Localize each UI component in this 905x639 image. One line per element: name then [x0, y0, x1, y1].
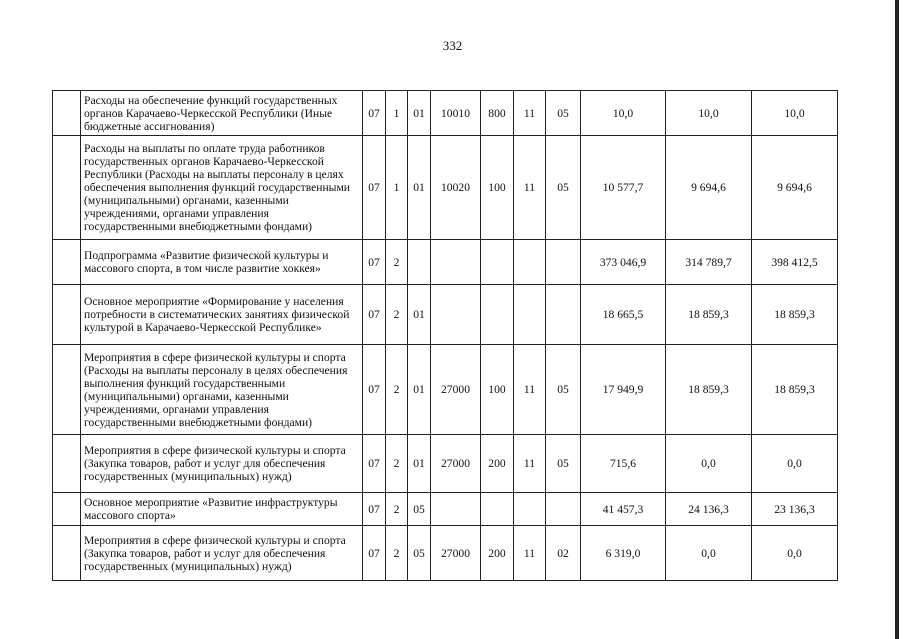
code-chapter: 11 [514, 526, 546, 581]
amount-col-1: 10,0 [581, 91, 666, 136]
amount-col-3: 0,0 [752, 435, 838, 493]
code-subprogram-event: 01 [408, 136, 431, 240]
code-direction [431, 240, 481, 285]
scan-edge-shadow [895, 0, 899, 639]
code-subprogram-event: 01 [408, 285, 431, 345]
code-section: 07 [363, 345, 386, 435]
amount-col-2: 10,0 [666, 91, 752, 136]
row-name-cell: Мероприятия в сфере физической культуры и спорта (Расходы на выплаты персоналу в целях обеспечения выполнения функций государственными (муниципальными) органами, казенными учреждениями, органами управления государственными внебюджетными фондами) [81, 345, 363, 435]
table-row [53, 240, 838, 285]
code-subprogram-event: 01 [408, 345, 431, 435]
code-direction: 27000 [431, 526, 481, 581]
code-subsection: 05 [546, 435, 581, 493]
code-subsection: 05 [546, 91, 581, 136]
row-index-cell [53, 91, 81, 136]
amount-col-1: 373 046,9 [581, 240, 666, 285]
code-subprogram-event: 05 [408, 526, 431, 581]
amount-col-3: 23 136,3 [752, 493, 838, 526]
table-row [53, 91, 838, 136]
code-subsection: 02 [546, 526, 581, 581]
amount-col-1: 6 319,0 [581, 526, 666, 581]
code-subsection: 05 [546, 345, 581, 435]
row-index-cell [53, 345, 81, 435]
amount-col-3: 0,0 [752, 526, 838, 581]
amount-col-1: 715,6 [581, 435, 666, 493]
code-subprogram-event [408, 240, 431, 285]
code-program: 2 [386, 526, 408, 581]
code-subsection [546, 240, 581, 285]
table-row [53, 136, 838, 240]
amount-col-3: 9 694,6 [752, 136, 838, 240]
row-index-cell [53, 136, 81, 240]
code-section: 07 [363, 240, 386, 285]
budget-table [52, 90, 838, 581]
row-index-cell [53, 435, 81, 493]
row-name-cell: Основное мероприятие «Развитие инфраструктуры массового спорта» [81, 493, 363, 526]
amount-col-1: 41 457,3 [581, 493, 666, 526]
code-program: 2 [386, 435, 408, 493]
amount-col-2: 314 789,7 [666, 240, 752, 285]
code-chapter [514, 285, 546, 345]
code-expense-type: 100 [481, 136, 514, 240]
code-expense-type: 100 [481, 345, 514, 435]
code-subsection [546, 493, 581, 526]
code-chapter: 11 [514, 345, 546, 435]
code-direction: 10010 [431, 91, 481, 136]
table-row [53, 285, 838, 345]
code-subprogram-event: 01 [408, 435, 431, 493]
code-program: 1 [386, 136, 408, 240]
code-program: 2 [386, 345, 408, 435]
code-section: 07 [363, 136, 386, 240]
amount-col-2: 0,0 [666, 435, 752, 493]
code-expense-type [481, 285, 514, 345]
code-expense-type: 800 [481, 91, 514, 136]
code-direction [431, 285, 481, 345]
amount-col-2: 18 859,3 [666, 345, 752, 435]
code-direction [431, 493, 481, 526]
row-name-cell: Расходы на выплаты по оплате труда работников государственных органов Карачаево-Черкесской Республики (Расходы на выплаты персоналу в целях обеспечения выполнения функций государственными (муниципальными) органами, казенными учреждениями, органами управления государственными внебюджетными фондами) [81, 136, 363, 240]
row-index-cell [53, 493, 81, 526]
table-row [53, 526, 838, 581]
code-section: 07 [363, 91, 386, 136]
row-index-cell [53, 285, 81, 345]
code-section: 07 [363, 285, 386, 345]
code-direction: 27000 [431, 345, 481, 435]
code-program: 2 [386, 285, 408, 345]
amount-col-2: 9 694,6 [666, 136, 752, 240]
amount-col-3: 398 412,5 [752, 240, 838, 285]
code-subsection [546, 285, 581, 345]
code-chapter [514, 493, 546, 526]
code-direction: 10020 [431, 136, 481, 240]
amount-col-2: 24 136,3 [666, 493, 752, 526]
row-index-cell [53, 526, 81, 581]
code-subprogram-event: 01 [408, 91, 431, 136]
code-direction: 27000 [431, 435, 481, 493]
code-section: 07 [363, 493, 386, 526]
code-program: 2 [386, 493, 408, 526]
table-row [53, 345, 838, 435]
code-expense-type [481, 240, 514, 285]
row-name-cell: Расходы на обеспечение функций государственных органов Карачаево-Черкесской Республики (Иные бюджетные ассигнования) [81, 91, 363, 136]
amount-col-2: 18 859,3 [666, 285, 752, 345]
code-program: 2 [386, 240, 408, 285]
code-section: 07 [363, 526, 386, 581]
row-name-cell: Подпрограмма «Развитие физической культуры и массового спорта, в том числе развитие хоккея» [81, 240, 363, 285]
table-body [53, 91, 838, 581]
code-expense-type [481, 493, 514, 526]
amount-col-3: 18 859,3 [752, 345, 838, 435]
row-name-cell: Основное мероприятие «Формирование у населения потребности в систематических занятиях физической культурой в Карачаево-Черкесской Республике» [81, 285, 363, 345]
amount-col-3: 18 859,3 [752, 285, 838, 345]
code-chapter: 11 [514, 91, 546, 136]
table-row [53, 435, 838, 493]
row-name-cell: Мероприятия в сфере физической культуры и спорта (Закупка товаров, работ и услуг для обеспечения государственных (муниципальных) нужд) [81, 435, 363, 493]
amount-col-1: 18 665,5 [581, 285, 666, 345]
row-name-cell: Мероприятия в сфере физической культуры и спорта (Закупка товаров, работ и услуг для обеспечения государственных (муниципальных) нужд) [81, 526, 363, 581]
amount-col-3: 10,0 [752, 91, 838, 136]
code-expense-type: 200 [481, 526, 514, 581]
page-number: 332 [442, 38, 463, 53]
amount-col-1: 17 949,9 [581, 345, 666, 435]
code-subprogram-event: 05 [408, 493, 431, 526]
code-chapter: 11 [514, 136, 546, 240]
code-section: 07 [363, 435, 386, 493]
amount-col-1: 10 577,7 [581, 136, 666, 240]
code-subsection: 05 [546, 136, 581, 240]
code-chapter: 11 [514, 435, 546, 493]
code-program: 1 [386, 91, 408, 136]
table-row [53, 493, 838, 526]
row-index-cell [53, 240, 81, 285]
code-expense-type: 200 [481, 435, 514, 493]
code-chapter [514, 240, 546, 285]
amount-col-2: 0,0 [666, 526, 752, 581]
